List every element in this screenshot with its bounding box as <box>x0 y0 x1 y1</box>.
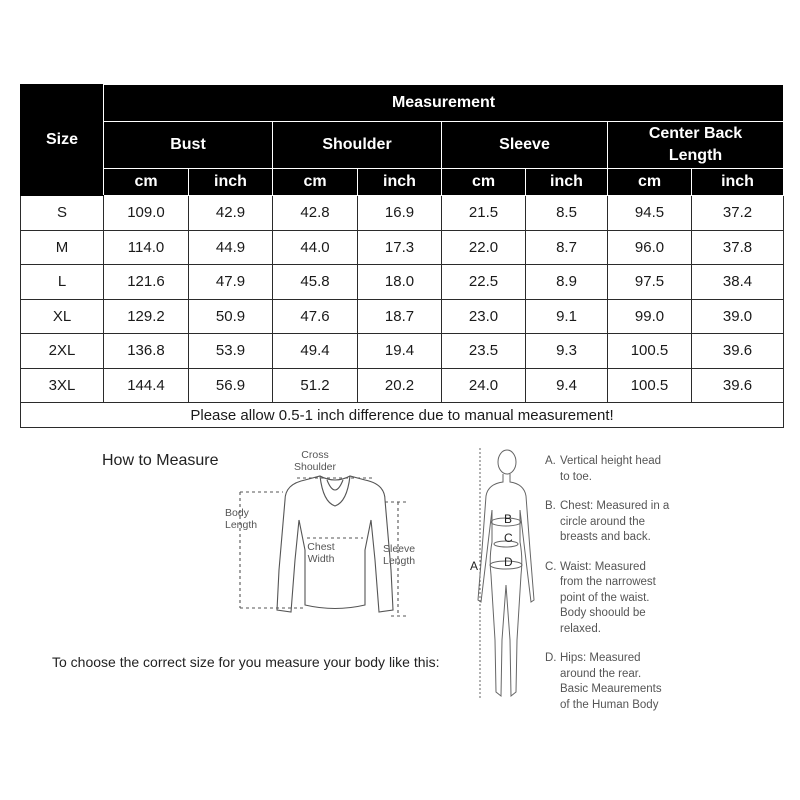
note-text: Chest: Measured in a circle around the breasts and back. <box>560 500 670 543</box>
size-chart-table <box>20 84 784 428</box>
value-cell: 38.4 <box>692 265 784 300</box>
cross-shoulder-label: Cross Shoulder <box>293 449 337 473</box>
value-cell: 16.9 <box>358 196 442 231</box>
value-cell: 23.0 <box>442 299 526 334</box>
marker-b: B <box>504 512 513 526</box>
unit-header: inch <box>526 169 608 196</box>
table-row <box>21 368 784 403</box>
value-cell: 96.0 <box>608 230 692 265</box>
unit-header: inch <box>189 169 273 196</box>
size-cell: 3XL <box>21 368 104 403</box>
value-cell: 8.9 <box>526 265 608 300</box>
value-cell: 9.4 <box>526 368 608 403</box>
note-text: Waist: Measured from the narrowest point of the waist. Body shoould be relaxed. <box>560 560 656 635</box>
marker-d: D <box>504 555 513 569</box>
measurement-disclaimer: Please allow 0.5-1 inch difference due to manual measurement! <box>21 403 784 428</box>
sleeve-length-label: Sleeve Length <box>383 543 416 567</box>
measurement-header: Measurement <box>104 85 784 122</box>
value-cell: 18.7 <box>358 299 442 334</box>
value-cell: 109.0 <box>104 196 189 231</box>
value-cell: 44.9 <box>189 230 273 265</box>
note-letter: D. <box>545 652 557 664</box>
size-cell: S <box>21 196 104 231</box>
value-cell: 49.4 <box>273 334 358 369</box>
value-cell: 9.1 <box>526 299 608 334</box>
measurement-note <box>545 499 790 546</box>
group-header: Bust <box>104 122 273 169</box>
value-cell: 17.3 <box>358 230 442 265</box>
value-cell: 144.4 <box>104 368 189 403</box>
value-cell: 114.0 <box>104 230 189 265</box>
measurement-note <box>545 560 790 638</box>
value-cell: 39.6 <box>692 368 784 403</box>
unit-header: cm <box>104 169 189 196</box>
value-cell: 51.2 <box>273 368 358 403</box>
value-cell: 129.2 <box>104 299 189 334</box>
size-cell: 2XL <box>21 334 104 369</box>
note-text: Vertical height head to toe. <box>560 455 662 483</box>
value-cell: 53.9 <box>189 334 273 369</box>
value-cell: 56.9 <box>189 368 273 403</box>
size-cell: XL <box>21 299 104 334</box>
size-header: Size <box>21 85 104 196</box>
value-cell: 18.0 <box>358 265 442 300</box>
size-cell: L <box>21 265 104 300</box>
value-cell: 9.3 <box>526 334 608 369</box>
value-cell: 121.6 <box>104 265 189 300</box>
group-header: Shoulder <box>273 122 442 169</box>
table-row <box>21 334 784 369</box>
value-cell: 100.5 <box>608 334 692 369</box>
how-to-measure-title: How to Measure <box>102 452 219 469</box>
note-text: Hips: Measured around the rear. Basic Meaurements of the Human Body <box>560 652 662 711</box>
value-cell: 21.5 <box>442 196 526 231</box>
value-cell: 94.5 <box>608 196 692 231</box>
value-cell: 47.9 <box>189 265 273 300</box>
head-outline <box>498 450 516 474</box>
value-cell: 47.6 <box>273 299 358 334</box>
value-cell: 136.8 <box>104 334 189 369</box>
group-header: Sleeve <box>442 122 608 169</box>
value-cell: 23.5 <box>442 334 526 369</box>
value-cell: 45.8 <box>273 265 358 300</box>
table-row <box>21 265 784 300</box>
value-cell: 39.6 <box>692 334 784 369</box>
chest-width-label: Chest Width <box>307 541 335 565</box>
jacket-diagram <box>215 440 455 630</box>
value-cell: 44.0 <box>273 230 358 265</box>
value-cell: 37.2 <box>692 196 784 231</box>
unit-header: inch <box>358 169 442 196</box>
unit-header: cm <box>442 169 526 196</box>
body-outline <box>478 474 534 696</box>
value-cell: 19.4 <box>358 334 442 369</box>
marker-c: C <box>504 531 513 545</box>
body-length-label: Body Length <box>225 507 258 531</box>
measurement-notes <box>545 454 790 727</box>
note-letter: B. <box>545 500 556 512</box>
value-cell: 22.5 <box>442 265 526 300</box>
unit-header: cm <box>273 169 358 196</box>
unit-header: cm <box>608 169 692 196</box>
measurement-note <box>545 651 790 713</box>
value-cell: 37.8 <box>692 230 784 265</box>
value-cell: 50.9 <box>189 299 273 334</box>
marker-a: A <box>470 559 479 573</box>
value-cell: 24.0 <box>442 368 526 403</box>
measurement-note <box>545 454 790 485</box>
human-body-diagram <box>462 440 542 710</box>
table-row <box>21 196 784 231</box>
size-instruction: To choose the correct size for you measure your body like this: <box>52 654 440 670</box>
value-cell: 39.0 <box>692 299 784 334</box>
value-cell: 8.7 <box>526 230 608 265</box>
note-letter: C. <box>545 560 557 573</box>
value-cell: 99.0 <box>608 299 692 334</box>
table-row <box>21 299 784 334</box>
value-cell: 22.0 <box>442 230 526 265</box>
value-cell: 8.5 <box>526 196 608 231</box>
value-cell: 42.9 <box>189 196 273 231</box>
size-cell: M <box>21 230 104 265</box>
value-cell: 20.2 <box>358 368 442 403</box>
unit-header: inch <box>692 169 784 196</box>
group-header: Center Back Length <box>608 122 784 169</box>
table-row <box>21 230 784 265</box>
value-cell: 97.5 <box>608 265 692 300</box>
value-cell: 42.8 <box>273 196 358 231</box>
note-letter: A. <box>545 455 556 467</box>
jacket-outline <box>277 476 393 612</box>
value-cell: 100.5 <box>608 368 692 403</box>
